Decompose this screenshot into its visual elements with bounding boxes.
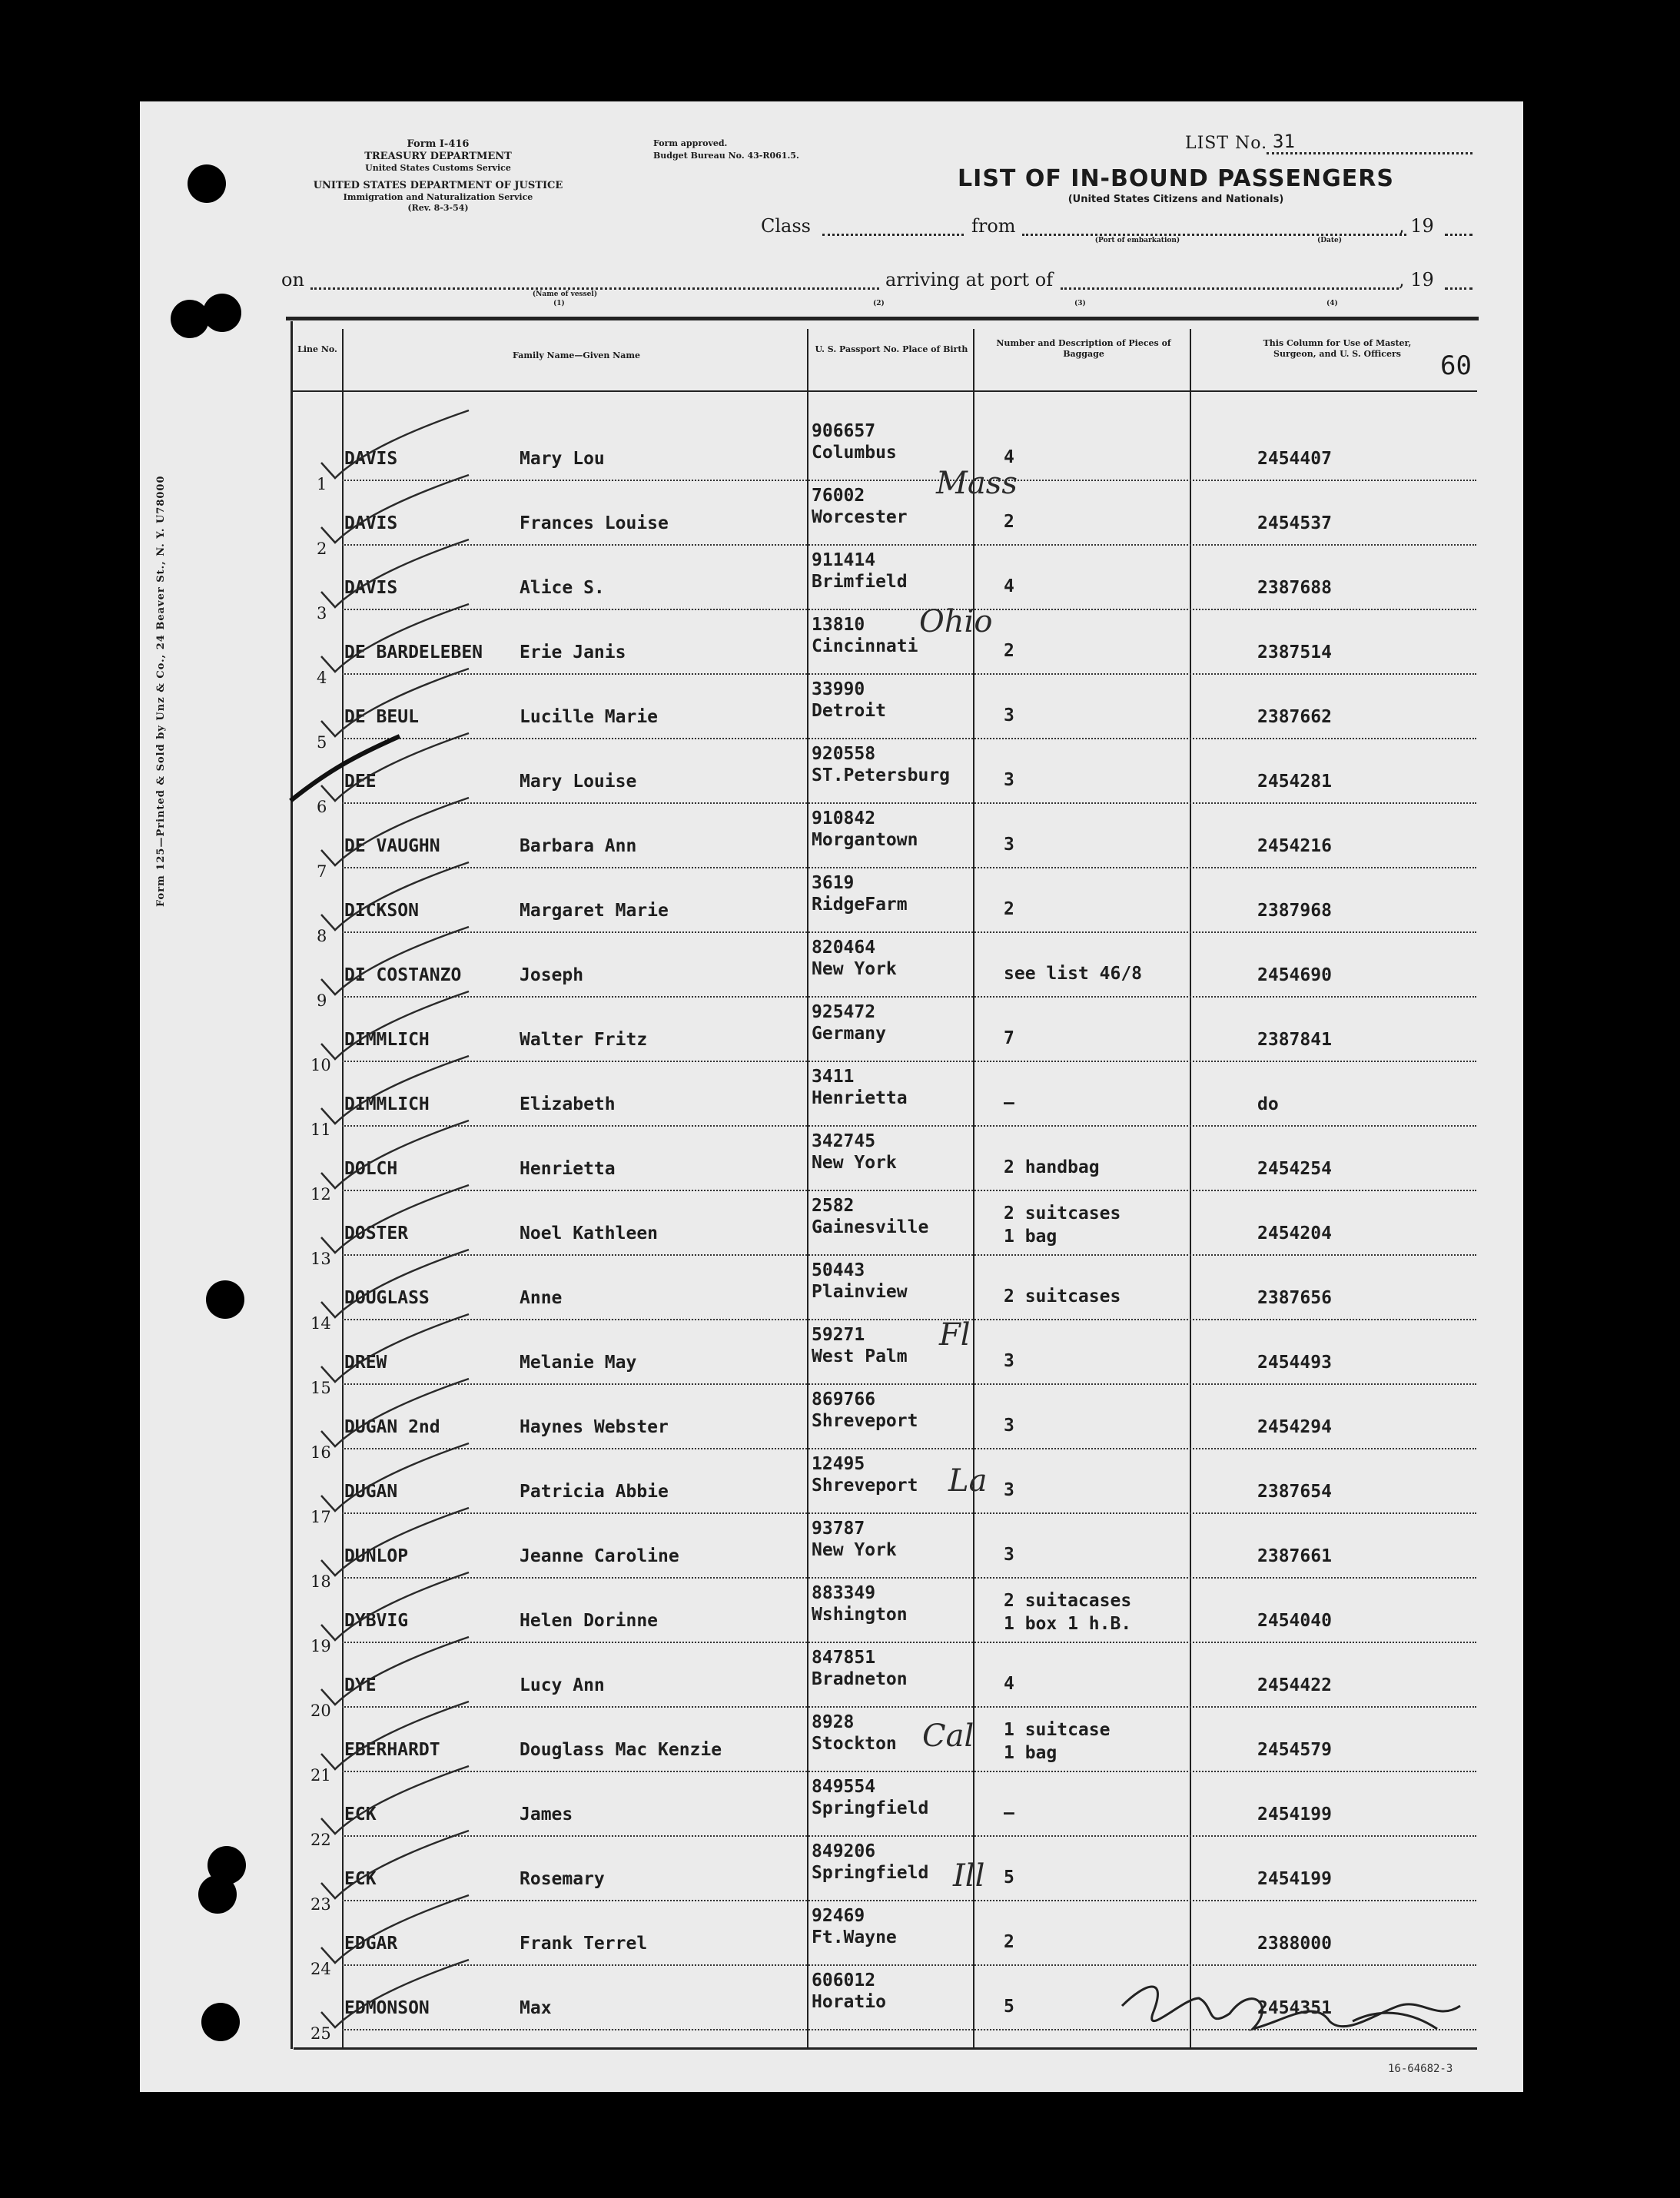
class-label: Class <box>761 215 811 237</box>
year-line-2 <box>1445 287 1472 290</box>
passport-number: 606012 <box>812 1971 876 1990</box>
line-number: 25 <box>310 2024 331 2043</box>
baggage-line-2: 2 <box>1004 641 1014 661</box>
baggage-line-2: 3 <box>1004 1480 1014 1500</box>
row-divider <box>342 480 1476 481</box>
officer-number: 2454493 <box>1257 1353 1332 1373</box>
baggage-line-2: 4 <box>1004 576 1014 596</box>
row-divider <box>342 1254 1476 1256</box>
place-of-birth: Springfield <box>812 1863 929 1883</box>
passport-number: 12495 <box>812 1454 865 1474</box>
line-number: 16 <box>310 1443 331 1462</box>
baggage-line-2: 3 <box>1004 770 1014 790</box>
family-name: DEE <box>344 772 377 792</box>
given-name: Melanie May <box>520 1353 637 1373</box>
year-line-1 <box>1445 234 1472 236</box>
list-title: LIST OF IN-BOUND PASSENGERS <box>958 165 1394 192</box>
place-of-birth: New York <box>812 1540 897 1560</box>
passport-number: 8928 <box>812 1712 855 1732</box>
passport-number: 50443 <box>812 1260 865 1280</box>
given-name: Haynes Webster <box>520 1417 669 1437</box>
place-of-birth: Morgantown <box>812 830 918 850</box>
baggage-line-2: – <box>1004 1803 1014 1823</box>
officer-number: 2454199 <box>1257 1869 1332 1889</box>
name-col-rule <box>807 329 808 2049</box>
binder-hole <box>188 164 226 203</box>
line-col-rule <box>342 329 344 2049</box>
handwritten-ill: Ill <box>953 1858 985 1894</box>
vessel-line <box>310 287 879 290</box>
family-name: DE BEUL <box>344 707 419 727</box>
page-number: 60 <box>1440 350 1472 381</box>
given-name: Patricia Abbie <box>520 1482 669 1502</box>
row-divider <box>342 1706 1476 1708</box>
family-name: DOUGLASS <box>344 1288 430 1308</box>
handwritten-mass: Mass <box>936 466 1018 501</box>
officer-number: 2387514 <box>1257 642 1332 662</box>
baggage-line-2: 3 <box>1004 1545 1014 1565</box>
place-of-birth: Gainesville <box>812 1217 929 1237</box>
col-header-name: Family Name—Given Name <box>513 350 640 360</box>
customs-service: United States Customs Service <box>365 163 511 173</box>
place-of-birth: Springfield <box>812 1798 929 1818</box>
officer-number: 2387662 <box>1257 707 1332 727</box>
passport-number: 93787 <box>812 1519 865 1539</box>
vessel-caption: (Name of vessel) <box>532 291 598 298</box>
baggage-line-2: 3 <box>1004 1416 1014 1436</box>
budget-bureau: Budget Bureau No. 43-R061.5. <box>653 151 799 161</box>
given-name: Anne <box>520 1288 563 1308</box>
list-no-value: 31 <box>1273 131 1295 152</box>
baggage-line-2: – <box>1004 1093 1014 1113</box>
stamp-number: 16-64682-3 <box>1388 2063 1453 2075</box>
baggage-line-2: 1 box 1 h.B. <box>1004 1614 1132 1634</box>
officer-number: 2387968 <box>1257 901 1332 921</box>
row-divider <box>342 1577 1476 1579</box>
officer-number: 2454537 <box>1257 513 1332 533</box>
family-name: DREW <box>344 1353 387 1373</box>
row-divider <box>342 867 1476 868</box>
officer-number: 2454690 <box>1257 965 1332 985</box>
given-name: Helen Dorinne <box>520 1611 659 1631</box>
family-name: DIMMLICH <box>344 1094 430 1114</box>
baggage-line-2: 5 <box>1004 1997 1014 2017</box>
baggage-line-2: 3 <box>1004 706 1014 725</box>
family-name: DICKSON <box>344 901 419 921</box>
list-no-line <box>1267 152 1472 154</box>
passport-number: 33990 <box>812 679 865 699</box>
officer-number: 2454040 <box>1257 1611 1332 1631</box>
baggage-line-1: 2 suitcases <box>1004 1204 1121 1224</box>
family-name: DI COSTANZO <box>344 965 462 985</box>
col-num-1: (1) <box>553 300 565 307</box>
line-number: 6 <box>317 798 327 816</box>
col-num-4: (4) <box>1326 300 1338 307</box>
col-header-officers: This Column for Use of Master, Surgeon, and U. S. Officers <box>1263 338 1412 359</box>
given-name: Rosemary <box>520 1869 605 1889</box>
line-number: 7 <box>317 862 327 881</box>
family-name: DAVIS <box>344 449 398 469</box>
baggage-line-2: 1 bag <box>1004 1227 1057 1247</box>
baggage-line-2: 7 <box>1004 1028 1014 1048</box>
line-number: 14 <box>310 1314 331 1333</box>
place-of-birth: RidgeFarm <box>812 895 908 915</box>
binder-hole <box>201 2003 240 2041</box>
line-number: 21 <box>310 1766 331 1785</box>
officer-number: 2388000 <box>1257 1934 1332 1954</box>
family-name: DAVIS <box>344 578 398 598</box>
passport-number: 820464 <box>812 938 876 958</box>
binder-hole <box>171 300 209 338</box>
family-name: EDMONSON <box>344 1998 430 2018</box>
family-name: ECK <box>344 1869 377 1889</box>
row-divider <box>342 1190 1476 1191</box>
officer-number: 2387688 <box>1257 578 1332 598</box>
line-number: 8 <box>317 927 327 945</box>
line-number: 18 <box>310 1572 331 1591</box>
baggage-line-2: 2 suitcases <box>1004 1287 1121 1307</box>
baggage-line-2: 4 <box>1004 447 1014 467</box>
baggage-line-2: 2 <box>1004 512 1014 532</box>
year-label-2: , 19 <box>1399 269 1434 291</box>
handwritten-la: La <box>948 1463 988 1499</box>
family-name: DE VAUGHN <box>344 836 440 856</box>
baggage-line-2: 4 <box>1004 1674 1014 1694</box>
passport-col-rule <box>973 329 974 2049</box>
binder-hole <box>206 1280 244 1319</box>
passport-number: 849554 <box>812 1777 876 1797</box>
place-of-birth: Columbus <box>812 443 897 463</box>
passport-number: 92469 <box>812 1906 865 1926</box>
baggage-line-1: 2 suitacases <box>1004 1591 1132 1611</box>
line-number: 9 <box>317 991 327 1010</box>
passport-number: 76002 <box>812 486 865 506</box>
officer-number: 2454204 <box>1257 1224 1332 1243</box>
line-number: 2 <box>317 540 327 558</box>
family-name: DE BARDELEBEN <box>344 642 483 662</box>
row-divider <box>342 1512 1476 1514</box>
officer-number: 2454351 <box>1257 1998 1332 2018</box>
row-divider <box>342 1383 1476 1385</box>
given-name: Mary Lou <box>520 449 605 469</box>
family-name: DUGAN <box>344 1482 398 1502</box>
col-num-2: (2) <box>873 300 885 307</box>
given-name: Noel Kathleen <box>520 1224 659 1243</box>
officer-number: do <box>1257 1094 1279 1114</box>
line-number: 13 <box>310 1250 331 1268</box>
baggage-line-2: 2 handbag <box>1004 1157 1100 1177</box>
line-number: 24 <box>310 1960 331 1978</box>
family-name: DAVIS <box>344 513 398 533</box>
officer-number: 2387841 <box>1257 1030 1332 1050</box>
family-name: EDGAR <box>344 1934 398 1954</box>
passport-number: 3411 <box>812 1067 855 1087</box>
col-header-passport: U. S. Passport No. Place of Birth <box>815 344 968 354</box>
given-name: Erie Janis <box>520 642 626 662</box>
place-of-birth: Shreveport <box>812 1476 918 1496</box>
ins-service: Immigration and Naturalization Service <box>343 192 533 202</box>
table-bottom-rule <box>294 2047 1477 2050</box>
officer-number: 2454199 <box>1257 1805 1332 1824</box>
officer-number: 2454216 <box>1257 836 1332 856</box>
list-no-label: LIST No. <box>1185 134 1268 153</box>
place-of-birth: Horatio <box>812 1992 886 2012</box>
officer-number: 2387661 <box>1257 1546 1332 1566</box>
place-of-birth: Brimfield <box>812 572 908 592</box>
officer-number: 2454579 <box>1257 1740 1332 1760</box>
place-of-birth: Ft.Wayne <box>812 1927 897 1947</box>
passport-number: 59271 <box>812 1325 865 1345</box>
place-of-birth: Detroit <box>812 701 886 721</box>
row-divider <box>342 2029 1476 2030</box>
place-of-birth: West Palm <box>812 1346 908 1366</box>
given-name: Margaret Marie <box>520 901 669 921</box>
year-label-1: , 19 <box>1399 215 1434 237</box>
line-number: 20 <box>310 1702 331 1720</box>
list-subtitle: (United States Citizens and Nationals) <box>1067 194 1284 205</box>
family-name: DUGAN 2nd <box>344 1417 440 1437</box>
row-divider <box>342 1900 1476 1901</box>
baggage-line-2: 1 bag <box>1004 1743 1057 1763</box>
given-name: Henrietta <box>520 1159 616 1179</box>
place-of-birth: Cincinnati <box>812 636 918 656</box>
passport-number: 910842 <box>812 808 876 828</box>
baggage-col-rule <box>1190 329 1191 2049</box>
place-of-birth: Wshington <box>812 1605 908 1625</box>
row-divider <box>342 738 1476 739</box>
passport-number: 2582 <box>812 1196 855 1216</box>
port-embark-caption: (Port of embarkation) <box>1094 237 1180 244</box>
given-name: James <box>520 1805 573 1824</box>
passport-number: 906657 <box>812 421 876 441</box>
given-name: Douglass Mac Kenzie <box>520 1740 722 1760</box>
passport-number: 847851 <box>812 1648 876 1668</box>
given-name: Elizabeth <box>520 1094 616 1114</box>
table-left-rule <box>291 321 293 2049</box>
header-bottom-rule <box>292 390 1477 392</box>
revision: (Rev. 8-3-54) <box>407 203 469 213</box>
family-name: DYBVIG <box>344 1611 409 1631</box>
given-name: Walter Fritz <box>520 1030 648 1050</box>
row-divider <box>342 544 1476 546</box>
binder-hole <box>198 1875 237 1914</box>
handwritten-fl: Fl <box>939 1317 971 1353</box>
given-name: Mary Louise <box>520 772 637 792</box>
place-of-birth: Bradneton <box>812 1669 908 1689</box>
line-number: 22 <box>310 1831 331 1849</box>
row-divider <box>342 609 1476 610</box>
justice-dept: UNITED STATES DEPARTMENT OF JUSTICE <box>313 180 563 191</box>
row-divider <box>342 1964 1476 1966</box>
baggage-line-2: 3 <box>1004 835 1014 855</box>
passport-number: 869766 <box>812 1390 876 1409</box>
form-number: Form I-416 <box>407 138 470 150</box>
treasury-dept: TREASURY DEPARTMENT <box>364 151 512 162</box>
date-caption: (Date) <box>1316 237 1343 244</box>
given-name: Frances Louise <box>520 513 669 533</box>
passport-number: 13810 <box>812 615 865 635</box>
passport-number: 911414 <box>812 550 876 570</box>
line-number: 4 <box>317 669 327 687</box>
place-of-birth: Henrietta <box>812 1088 908 1108</box>
officer-number: 2454422 <box>1257 1675 1332 1695</box>
binder-hole <box>203 294 241 332</box>
given-name: Frank Terrel <box>520 1934 648 1954</box>
given-name: Alice S. <box>520 578 605 598</box>
line-number: 23 <box>310 1895 331 1914</box>
officer-number: 2454254 <box>1257 1159 1332 1179</box>
passport-number: 920558 <box>812 744 876 764</box>
row-divider <box>342 1319 1476 1320</box>
family-name: ECK <box>344 1805 377 1824</box>
place-of-birth: Stockton <box>812 1734 897 1754</box>
handwritten-cal: Cal <box>922 1718 974 1754</box>
passport-number: 3619 <box>812 873 855 893</box>
family-name: DOSTER <box>344 1224 409 1243</box>
line-number: 19 <box>310 1637 331 1655</box>
row-divider <box>342 1125 1476 1127</box>
place-of-birth: Worcester <box>812 507 908 527</box>
row-divider <box>342 931 1476 933</box>
given-name: Joseph <box>520 965 584 985</box>
baggage-line-2: 5 <box>1004 1868 1014 1888</box>
handwritten-ohio: Ohio <box>919 604 993 639</box>
printer-imprint: Form 125—Printed & Sold by Unz & Co., 24 Beaver St., N. Y. U78000 <box>155 475 167 907</box>
place-of-birth: ST.Petersburg <box>812 765 951 785</box>
on-label: on <box>281 269 304 291</box>
col-header-line: Line No. <box>297 344 337 354</box>
given-name: Barbara Ann <box>520 836 637 856</box>
line-number: 1 <box>317 475 327 493</box>
baggage-line-2: see list 46/8 <box>1004 964 1143 984</box>
family-name: DYE <box>344 1675 377 1695</box>
officer-number: 2454294 <box>1257 1417 1332 1437</box>
line-number: 11 <box>310 1121 331 1139</box>
row-divider <box>342 1771 1476 1772</box>
passport-number: 925472 <box>812 1002 876 1022</box>
line-number: 15 <box>310 1379 331 1397</box>
line-number: 5 <box>317 733 327 752</box>
family-name: DOLCH <box>344 1159 398 1179</box>
given-name: Jeanne Caroline <box>520 1546 679 1566</box>
baggage-line-1: 1 suitcase <box>1004 1720 1111 1740</box>
passport-number: 849206 <box>812 1841 876 1861</box>
officer-number: 2454281 <box>1257 772 1332 792</box>
passport-number: 883349 <box>812 1583 876 1603</box>
row-divider <box>342 1835 1476 1837</box>
row-divider <box>342 673 1476 675</box>
line-number: 17 <box>310 1508 331 1526</box>
row-divider <box>342 802 1476 804</box>
given-name: Lucy Ann <box>520 1675 605 1695</box>
place-of-birth: New York <box>812 959 897 979</box>
row-divider <box>342 1061 1476 1062</box>
officer-number: 2387656 <box>1257 1288 1332 1308</box>
col-num-3: (3) <box>1074 300 1086 307</box>
officer-number: 2454407 <box>1257 449 1332 469</box>
family-name: EBERHARDT <box>344 1740 440 1760</box>
officer-number: 2387654 <box>1257 1482 1332 1502</box>
family-name: DUNLOP <box>344 1546 409 1566</box>
arriving-label: arriving at port of <box>885 269 1054 291</box>
baggage-line-2: 2 <box>1004 1932 1014 1952</box>
row-divider <box>342 996 1476 998</box>
row-divider <box>342 1642 1476 1643</box>
table-top-rule <box>286 317 1479 320</box>
given-name: Lucille Marie <box>520 707 659 727</box>
baggage-line-2: 3 <box>1004 1351 1014 1371</box>
from-label: from <box>971 215 1016 237</box>
col-header-baggage: Number and Description of Pieces of Baggage <box>996 338 1171 359</box>
baggage-line-2: 2 <box>1004 899 1014 919</box>
place-of-birth: New York <box>812 1153 897 1173</box>
arrival-port-line <box>1061 287 1399 290</box>
class-line <box>822 234 964 236</box>
form-approved: Form approved. <box>653 138 728 148</box>
line-number: 12 <box>310 1185 331 1204</box>
passport-number: 342745 <box>812 1131 876 1151</box>
row-divider <box>342 1448 1476 1449</box>
embark-line <box>1022 234 1406 236</box>
family-name: DIMMLICH <box>344 1030 430 1050</box>
line-number: 3 <box>317 604 327 623</box>
line-number: 10 <box>310 1056 331 1074</box>
place-of-birth: Germany <box>812 1024 886 1044</box>
given-name: Max <box>520 1998 552 2018</box>
place-of-birth: Shreveport <box>812 1411 918 1431</box>
place-of-birth: Plainview <box>812 1282 908 1302</box>
